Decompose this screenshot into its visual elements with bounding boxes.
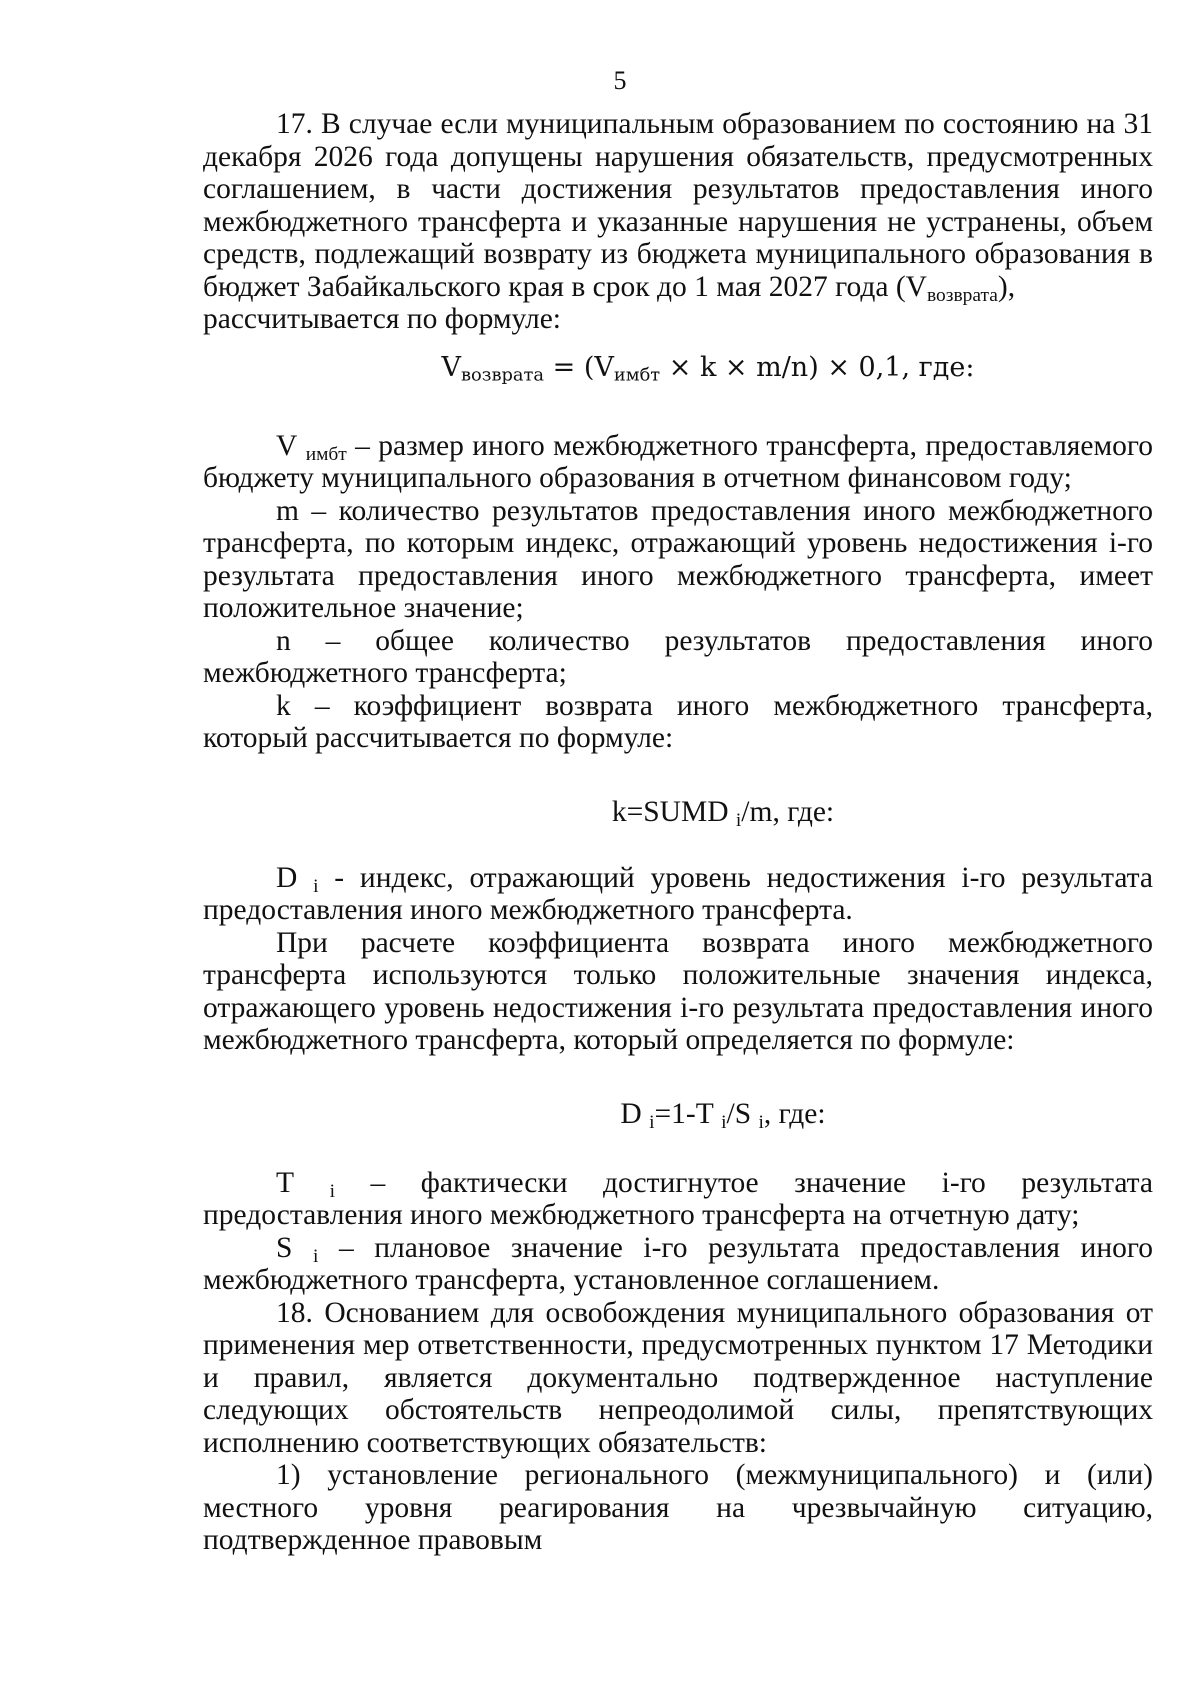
formula-k <box>203 795 1153 829</box>
d-symbol: D <box>276 861 298 894</box>
formula-v-return <box>203 348 1153 388</box>
v-imbt-text: – размер иного межбюджетного трансферта, предоставляемого бюджету муниципального образования в отчетном финансовом году; <box>203 429 1154 494</box>
formula-3-tail: , где: <box>763 1097 826 1130</box>
d-subscript: i <box>313 875 319 897</box>
definition-k: k – коэффициент возврата иного межбюджетного трансферта, который рассчитывается по формуле: <box>203 689 1153 754</box>
formula-3-d-sub: i <box>649 1111 655 1133</box>
formula-3-d: D <box>620 1097 642 1130</box>
v-imbt-subscript: имбт <box>305 443 347 465</box>
t-text: – фактически достигнутое значение i-го результата предоставления иного межбюджетного трансферта на отчетную дату; <box>203 1166 1154 1231</box>
formula-3-slash: /S <box>726 1097 752 1130</box>
paragraph-17-last-line: рассчитывается по формуле: <box>203 303 562 335</box>
subscript-vozvrata: возврата <box>927 284 998 306</box>
formula-2-text: k=SUMD <box>611 795 729 828</box>
v-imbt-symbol: V <box>276 429 298 462</box>
paragraph-17-tail: ), <box>997 270 1016 303</box>
definition-v-imbt <box>203 430 1153 495</box>
paragraph-17-text: 17. В случае если муниципальным образованием по состоянию на 31 декабря 2026 года допущены нарушения обязательств, предусмотренных соглашением, в части достижения результатов предоставления иного межбюджетного трансферта и указанные нарушения не устранены, объем средств, подлежащий возврату из бюджета муниципального образования в бюджет Забайкальского края в срок до 1 мая 2027 года (V <box>203 108 1153 303</box>
s-symbol: S <box>276 1231 293 1264</box>
document-body <box>203 108 1153 1557</box>
formula-1-tail: × k × m/n) × 0,1, где: <box>660 351 975 383</box>
formula-1-imbt-sub: имбт <box>613 363 661 385</box>
definition-d <box>203 862 1153 927</box>
formula-d <box>203 1097 1153 1131</box>
formula-1-v: V <box>441 351 462 383</box>
formula-1-mid: = (V <box>544 351 614 383</box>
formula-2-sub: i <box>735 809 742 831</box>
formula-3-s-sub: i <box>758 1111 764 1133</box>
calculation-note: При расчете коэффициента возврата иного межбюджетного трансферта используются только положительные значения индекса, отражающего уровень недостижения i-го результата предоставления иного межбюджетного трансферта, который определяется по формуле: <box>203 926 1153 1056</box>
page-number: 5 <box>613 66 627 95</box>
s-text: – плановое значение i-го результата предоставления иного межбюджетного трансферта, установленное соглашением. <box>203 1231 1154 1296</box>
formula-3-mid: =1-T <box>654 1097 714 1130</box>
s-subscript: i <box>312 1245 319 1267</box>
paragraph-18-item-1: 1) установление регионального (межмуниципального) и (или) местного уровня реагирования на чрезвычайную ситуацию, подтвержденное правовым <box>203 1459 1153 1556</box>
definition-t <box>203 1167 1153 1232</box>
t-subscript: i <box>329 1180 335 1202</box>
paragraph-18: 18. Основанием для освобождения муниципального образования от применения мер ответственности, предусмотренных пунктом 17 Методики и правил, является документально подтвержденное наступление следующих обстоятельств непреодолимой силы, препятствующих исполнению соответствующих обязательств: <box>203 1296 1153 1459</box>
definition-m: m – количество результатов предоставления иного межбюджетного трансферта, по которым индекс, отражающий уровень недостижения i-го результата предоставления иного межбюджетного трансферта, имеет положительное значение; <box>203 494 1153 624</box>
paragraph-17 <box>203 108 1153 306</box>
definition-n: n – общее количество результатов предоставления иного межбюджетного трансферта; <box>203 624 1153 689</box>
t-symbol: T <box>276 1166 295 1199</box>
formula-2-tail: /m, где: <box>741 795 835 828</box>
definition-s <box>203 1232 1153 1297</box>
formula-1-v-sub: возврата <box>461 363 545 385</box>
d-text: - индекс, отражающий уровень недостижения i-го результата предоставления иного межбюджетного трансферта. <box>203 861 1153 926</box>
formula-3-t-sub: i <box>721 1111 727 1133</box>
